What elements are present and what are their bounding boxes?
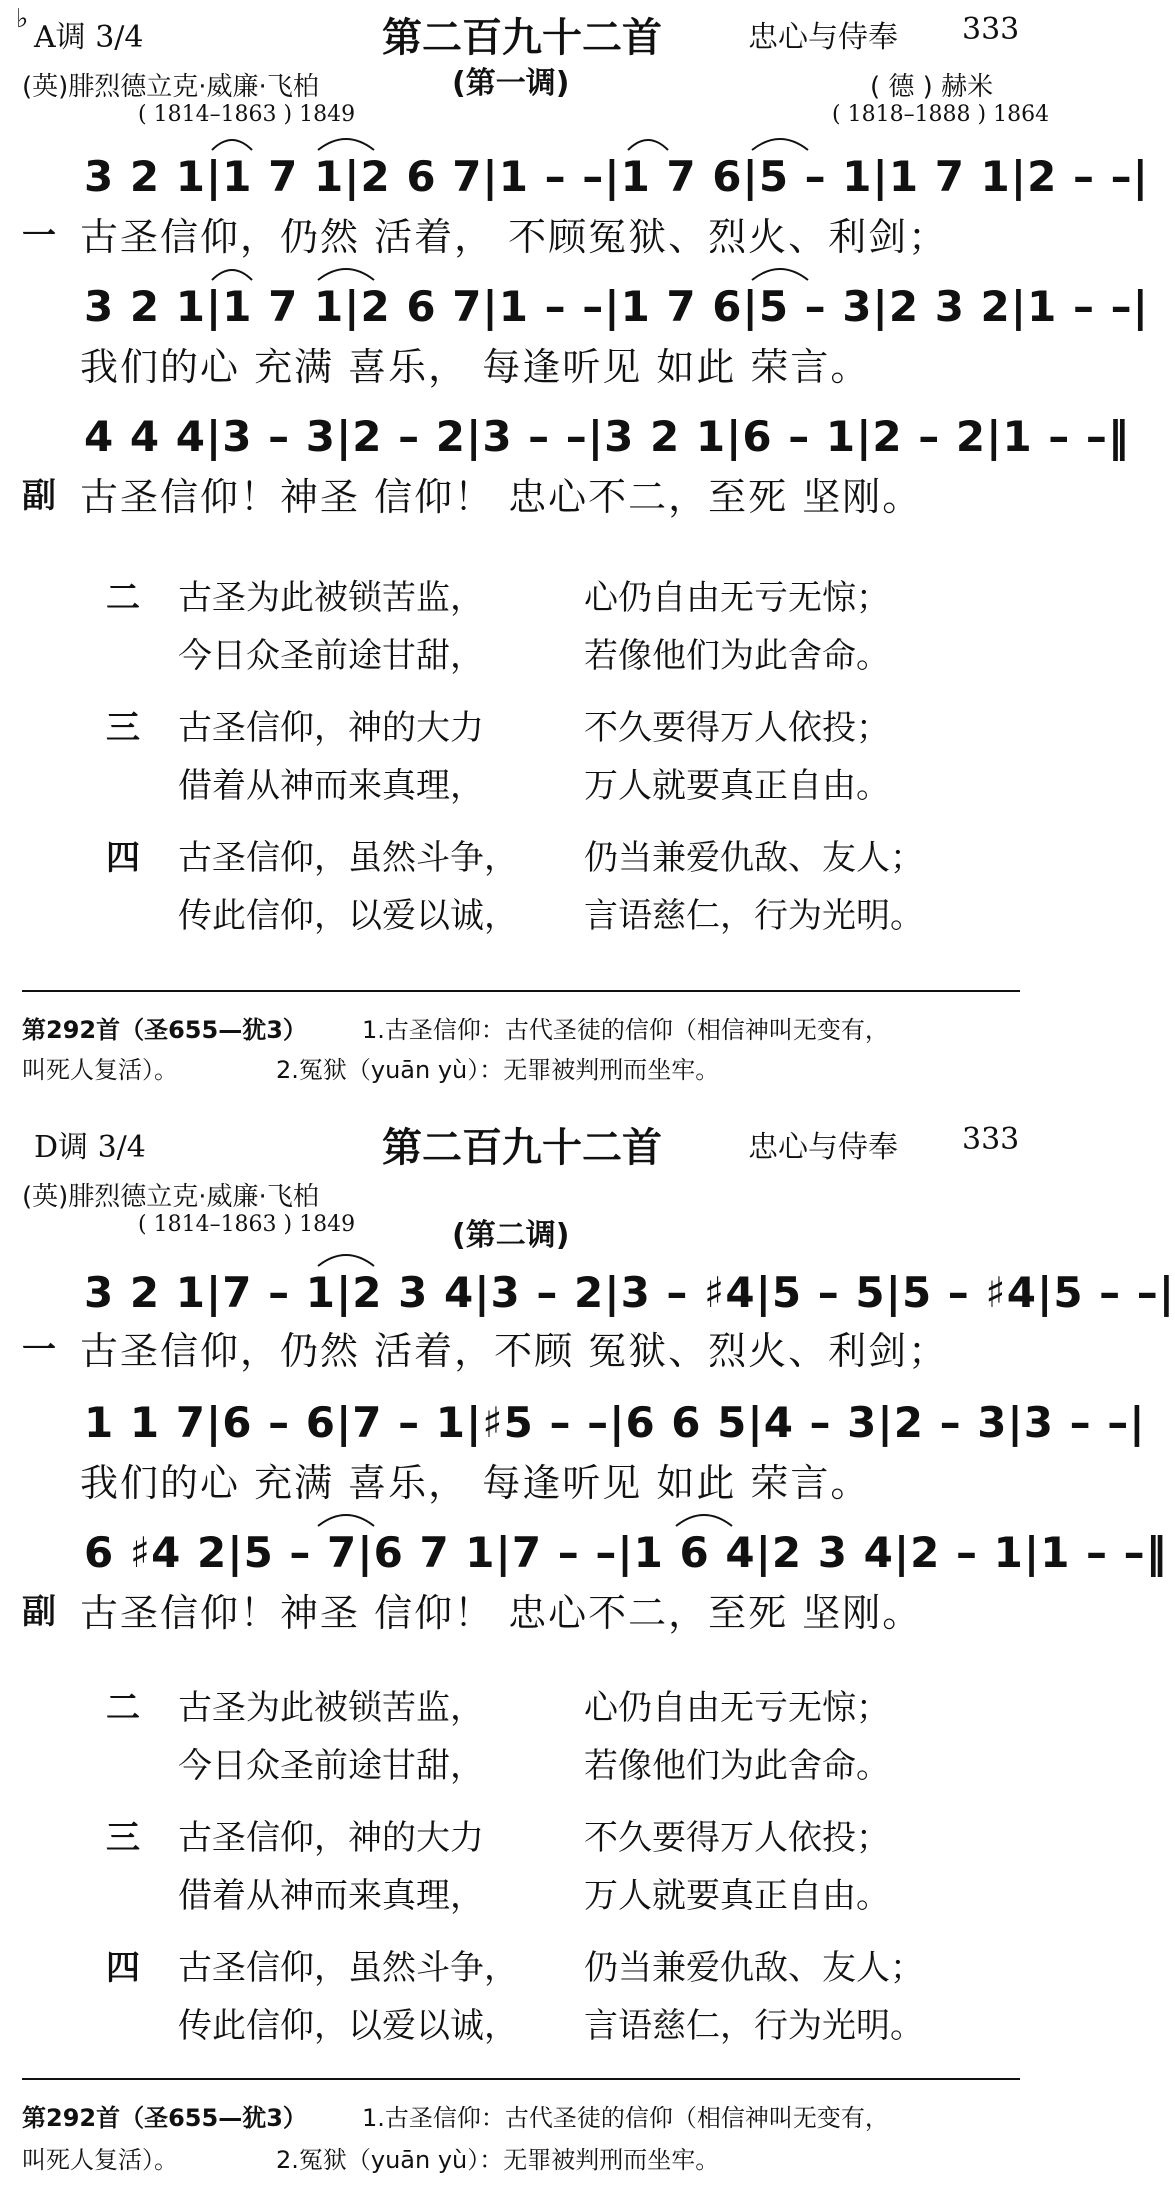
verse-number: 二 — [106, 1688, 140, 1728]
lyric-line: 古圣信仰，仍然 活着， 不顾冤狱、烈火、利剑； — [80, 215, 949, 259]
verse-number: 四 — [106, 1948, 140, 1988]
category: 忠心与侍奉 — [748, 1130, 898, 1165]
verse-number: 三 — [106, 1818, 140, 1858]
chorus-marker: 副 — [22, 476, 56, 516]
slur — [752, 269, 808, 280]
slur — [628, 140, 668, 150]
verse-line: 不久要得万人依投； — [584, 708, 890, 748]
hymn-title: 第二百九十二首 — [382, 1125, 662, 1171]
verse-line: 今日众圣前途甘甜， — [178, 636, 484, 676]
category-number: 333 — [962, 12, 1020, 47]
lyric-line: 我们的心 充满 喜乐， 每逢听见 如此 荣言。 — [80, 1461, 871, 1505]
slur — [318, 1255, 374, 1266]
tune-label: (第一调) — [452, 66, 570, 101]
lyricist: (英)腓烈德立克·威廉·飞柏 — [22, 72, 319, 102]
notation-row: 1 1 7|6 – 6|7 – 1|♯5 – –|6 6 5|4 – 3|2 – 3|3 – –| — [84, 1398, 1146, 1447]
category-number: 333 — [962, 1122, 1020, 1157]
footnote: 叫死人复活）。 — [22, 2146, 178, 2174]
tune-label: (第二调) — [452, 1218, 570, 1253]
verse-line: 借着从神而来真理， — [178, 766, 484, 806]
slur — [212, 140, 252, 150]
verse-line: 心仍自由无亏无惊； — [584, 578, 890, 618]
slur — [212, 270, 252, 280]
slur — [318, 139, 374, 150]
verse-line: 仍当兼爱仇敌、友人； — [584, 1948, 924, 1988]
composer-years: ( 1818–1888 ) 1864 — [832, 102, 1050, 127]
lyricist: (英)腓烈德立克·威廉·飞柏 — [22, 1182, 319, 1212]
divider-line — [22, 2078, 1020, 2080]
footnote: 叫死人复活）。 — [22, 1056, 178, 1084]
footnote: 1.古圣信仰：古代圣徒的信仰（相信神叫无变有， — [362, 1016, 889, 1044]
verse-line: 万人就要真正自由。 — [584, 766, 890, 806]
verse-line: 古圣为此被锁苦监， — [178, 1688, 484, 1728]
lyric-line: 古圣信仰，仍然 活着，不顾 冤狱、烈火、利剑； — [80, 1329, 949, 1373]
composer: ( 德 ) 赫米 — [870, 72, 994, 102]
verse-line: 若像他们为此舍命。 — [584, 1746, 890, 1786]
notation-row: 4 4 4|3 – 3|2 – 2|3 – –|3 2 1|6 – 1|2 – 2|1 – –‖ — [84, 412, 1130, 461]
notation-row: 3 2 1|1 7 1|2 6 7|1 – –|1 7 6|5 – 1|1 7 1|2 – –| — [84, 152, 1149, 201]
lyricist-years: ( 1814–1863 ) 1849 — [138, 1212, 356, 1237]
verse-line: 今日众圣前途甘甜， — [178, 1746, 484, 1786]
verse-number: 四 — [106, 838, 140, 878]
footnote-reference: 第292首（圣655—犹3） — [22, 1016, 307, 1044]
verse-line: 古圣信仰，神的大力 — [178, 1818, 484, 1858]
lyric-line: 古圣信仰！神圣 信仰！ 忠心不二，至死 坚刚。 — [80, 475, 923, 519]
verse-line: 古圣信仰，虽然斗争， — [178, 1948, 518, 1988]
category: 忠心与侍奉 — [748, 20, 898, 55]
slur — [318, 1515, 374, 1526]
verse-line: 传此信仰，以爱以诚， — [178, 896, 518, 936]
slur — [676, 1515, 732, 1526]
footnote: 1.古圣信仰：古代圣徒的信仰（相信神叫无变有， — [362, 2104, 889, 2132]
verse-line: 古圣信仰，虽然斗争， — [178, 838, 518, 878]
verse-line: 传此信仰，以爱以诚， — [178, 2006, 518, 2046]
verse-line: 古圣为此被锁苦监， — [178, 578, 484, 618]
divider-line — [22, 990, 1020, 992]
verse-line: 若像他们为此舍命。 — [584, 636, 890, 676]
key-signature: A调 3/4 — [34, 20, 144, 55]
key-signature: D调 3/4 — [34, 1130, 146, 1165]
flat-sign: ♭ — [16, 4, 29, 34]
lyric-line: 我们的心 充满 喜乐， 每逢听见 如此 荣言。 — [80, 345, 871, 389]
slur — [752, 139, 808, 150]
footnote: 2.冤狱（yuān yù）：无罪被判刑而坐牢。 — [276, 2146, 720, 2174]
verse-line: 古圣信仰，神的大力 — [178, 708, 484, 748]
verse-line: 万人就要真正自由。 — [584, 1876, 890, 1916]
footnote: 2.冤狱（yuān yù）：无罪被判刑而坐牢。 — [276, 1056, 720, 1084]
verse-line: 心仍自由无亏无惊； — [584, 1688, 890, 1728]
verse-number: 三 — [106, 708, 140, 748]
notation-row: 6 ♯4 2|5 – 7|6 7 1|7 – –|1 6 4|2 3 4|2 – 1|1 – –‖ — [84, 1528, 1168, 1577]
verse-line: 仍当兼爱仇敌、友人； — [584, 838, 924, 878]
verse-line: 言语慈仁，行为光明。 — [584, 2006, 924, 2046]
verse-marker: 一 — [22, 1330, 56, 1370]
verse-line: 言语慈仁，行为光明。 — [584, 896, 924, 936]
notation-row: 3 2 1|1 7 1|2 6 7|1 – –|1 7 6|5 – 3|2 3 2|1 – –| — [84, 282, 1149, 331]
slur — [318, 269, 374, 280]
verse-marker: 一 — [22, 216, 56, 256]
footnote-reference: 第292首（圣655—犹3） — [22, 2104, 307, 2132]
verse-line: 借着从神而来真理， — [178, 1876, 484, 1916]
verse-number: 二 — [106, 578, 140, 618]
lyricist-years: ( 1814–1863 ) 1849 — [138, 102, 356, 127]
hymn-title: 第二百九十二首 — [382, 15, 662, 61]
chorus-marker: 副 — [22, 1592, 56, 1632]
verse-line: 不久要得万人依投； — [584, 1818, 890, 1858]
lyric-line: 古圣信仰！神圣 信仰！ 忠心不二，至死 坚刚。 — [80, 1591, 923, 1635]
notation-row: 3 2 1|7 – 1|2 3 4|3 – 2|3 – ♯4|5 – 5|5 – ♯4|5 – –| — [84, 1268, 1175, 1317]
